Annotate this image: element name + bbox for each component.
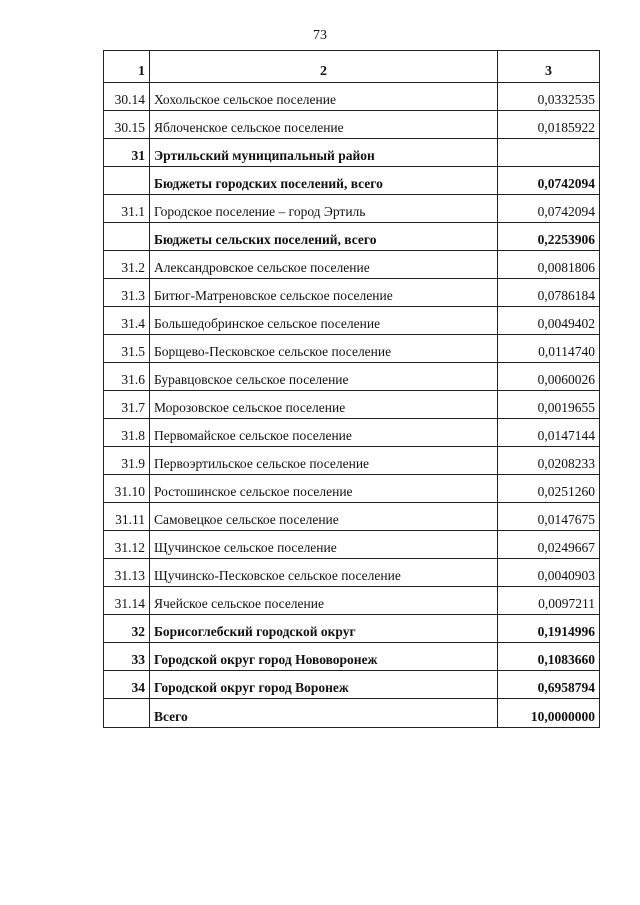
row-number xyxy=(104,223,150,251)
row-name: Хохольское сельское поселение xyxy=(150,83,498,111)
table-row xyxy=(104,531,600,559)
row-value: 0,0208233 xyxy=(498,447,600,475)
row-number: 30.14 xyxy=(104,83,150,111)
row-number: 31.4 xyxy=(104,307,150,335)
row-name: Бюджеты сельских поселений, всего xyxy=(150,223,498,251)
column-header-name: 2 xyxy=(150,51,498,83)
row-value: 0,0742094 xyxy=(498,167,600,195)
row-value: 0,1083660 xyxy=(498,643,600,671)
row-number: 33 xyxy=(104,643,150,671)
row-name: Яблоченское сельское поселение xyxy=(150,111,498,139)
table-total-row xyxy=(104,699,600,728)
row-name: Ячейское сельское поселение xyxy=(150,587,498,615)
row-number: 31.9 xyxy=(104,447,150,475)
table-row xyxy=(104,307,600,335)
table-row xyxy=(104,111,600,139)
row-name: Городской округ город Нововоронеж xyxy=(150,643,498,671)
table-row xyxy=(104,475,600,503)
row-name: Эртильский муниципальный район xyxy=(150,139,498,167)
row-value: 0,0147144 xyxy=(498,419,600,447)
row-name: Буравцовское сельское поселение xyxy=(150,363,498,391)
row-number: 31.6 xyxy=(104,363,150,391)
row-name: Городское поселение – город Эртиль xyxy=(150,195,498,223)
page-number: 73 xyxy=(313,28,327,43)
table-row xyxy=(104,195,600,223)
table-row xyxy=(104,335,600,363)
row-number: 31.2 xyxy=(104,251,150,279)
row-number: 32 xyxy=(104,615,150,643)
row-name: Первоэртильское сельское поселение xyxy=(150,447,498,475)
row-number: 31.13 xyxy=(104,559,150,587)
row-number: 31.3 xyxy=(104,279,150,307)
row-number: 31.5 xyxy=(104,335,150,363)
row-value: 0,0147675 xyxy=(498,503,600,531)
row-number: 31.8 xyxy=(104,419,150,447)
row-number: 31.11 xyxy=(104,503,150,531)
row-value: 0,0060026 xyxy=(498,363,600,391)
column-header-value: 3 xyxy=(498,51,600,83)
table-row xyxy=(104,559,600,587)
row-value: 0,0185922 xyxy=(498,111,600,139)
total-label: Всего xyxy=(150,699,498,728)
row-value: 0,0332535 xyxy=(498,83,600,111)
row-name: Первомайское сельское поселение xyxy=(150,419,498,447)
table-row xyxy=(104,279,600,307)
row-name: Ростошинское сельское поселение xyxy=(150,475,498,503)
table-header-row xyxy=(104,51,600,83)
table-row xyxy=(104,503,600,531)
row-number: 31.14 xyxy=(104,587,150,615)
row-value: 0,0081806 xyxy=(498,251,600,279)
table-row xyxy=(104,251,600,279)
row-value: 0,0049402 xyxy=(498,307,600,335)
row-value: 0,0114740 xyxy=(498,335,600,363)
row-name: Бюджеты городских поселений, всего xyxy=(150,167,498,195)
row-name: Большедобринское сельское поселение xyxy=(150,307,498,335)
row-value: 0,0097211 xyxy=(498,587,600,615)
row-number: 30.15 xyxy=(104,111,150,139)
row-name: Борщево-Песковское сельское поселение xyxy=(150,335,498,363)
row-name: Щучинско-Песковское сельское поселение xyxy=(150,559,498,587)
row-name: Александровское сельское поселение xyxy=(150,251,498,279)
row-number: 31.12 xyxy=(104,531,150,559)
row-value: 0,1914996 xyxy=(498,615,600,643)
row-value: 0,0742094 xyxy=(498,195,600,223)
row-name: Щучинское сельское поселение xyxy=(150,531,498,559)
table-row xyxy=(104,139,600,167)
row-number: 31 xyxy=(104,139,150,167)
table-row xyxy=(104,587,600,615)
row-number: 34 xyxy=(104,671,150,699)
table-row xyxy=(104,363,600,391)
table-row xyxy=(104,167,600,195)
row-value: 0,0040903 xyxy=(498,559,600,587)
table-row xyxy=(104,419,600,447)
row-name: Битюг-Матреновское сельское поселение xyxy=(150,279,498,307)
row-value: 0,0249667 xyxy=(498,531,600,559)
table-row xyxy=(104,671,600,699)
table-row xyxy=(104,615,600,643)
budget-distribution-table xyxy=(103,50,600,728)
table-row xyxy=(104,223,600,251)
row-number: 31.10 xyxy=(104,475,150,503)
row-name: Морозовское сельское поселение xyxy=(150,391,498,419)
row-name: Борисоглебский городской округ xyxy=(150,615,498,643)
row-value xyxy=(498,139,600,167)
row-number xyxy=(104,167,150,195)
table-row xyxy=(104,83,600,111)
row-number: 31.7 xyxy=(104,391,150,419)
row-number: 31.1 xyxy=(104,195,150,223)
total-number xyxy=(104,699,150,728)
row-value: 0,6958794 xyxy=(498,671,600,699)
total-value: 10,0000000 xyxy=(498,699,600,728)
column-header-number: 1 xyxy=(104,51,150,83)
row-name: Самовецкое сельское поселение xyxy=(150,503,498,531)
row-value: 0,0019655 xyxy=(498,391,600,419)
table-row xyxy=(104,391,600,419)
row-value: 0,0786184 xyxy=(498,279,600,307)
table-row xyxy=(104,447,600,475)
table-row xyxy=(104,643,600,671)
row-value: 0,0251260 xyxy=(498,475,600,503)
row-name: Городской округ город Воронеж xyxy=(150,671,498,699)
row-value: 0,2253906 xyxy=(498,223,600,251)
